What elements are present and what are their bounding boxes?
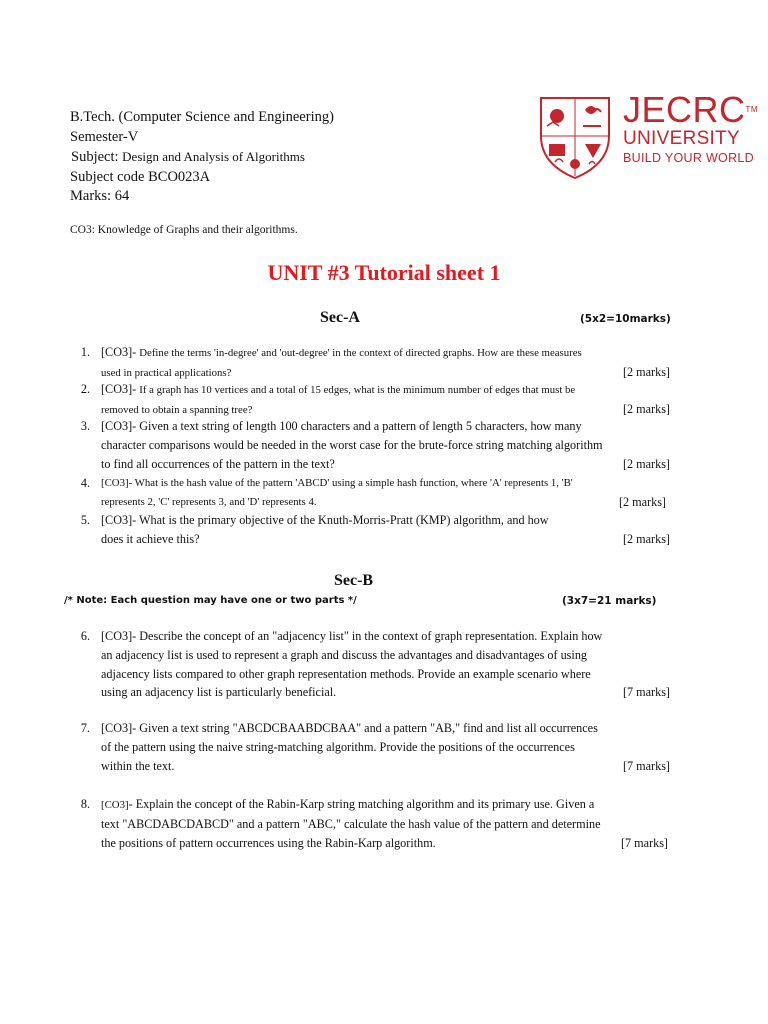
- question-3: [70, 417, 670, 473]
- sec-a-marks: (5x2=10marks): [580, 313, 671, 325]
- question-line: character comparisons would be needed in the worst case for the brute-force string matching algorithm: [101, 437, 603, 452]
- question-line: [CO3]- Define the terms 'in-degree' and 'out-degree' in the context of directed graphs. How are these measures: [101, 345, 582, 359]
- sec-a-heading: Sec-A: [320, 309, 360, 326]
- sec-b-marks: (3x7=21 marks): [562, 595, 657, 607]
- question-line: using an adjacency list is particularly beneficial. [7 marks]: [101, 683, 670, 702]
- question-marks: [2 marks]: [618, 494, 666, 509]
- question-line: [CO3]- If a graph has 10 vertices and a total of 15 edges, what is the minimum number of edges that must be: [101, 382, 576, 396]
- question-number: 7.: [80, 721, 90, 735]
- question-line: adjacency lists compared to other graph representation methods. Provide an example scenario where: [101, 666, 591, 681]
- logo-university: UNIVERSITY: [623, 128, 741, 149]
- question-5: [70, 511, 670, 549]
- question-line: within the text. [7 marks]: [101, 757, 670, 776]
- question-marks: [2 marks]: [622, 364, 670, 379]
- question-line: [CO3]- What is the hash value of the pattern 'ABCD' using a simple hash function, where 'A' represents 1, 'B': [101, 477, 573, 489]
- question-marks: [7 marks]: [622, 758, 670, 773]
- question-line: [CO3]- What is the primary objective of the Knuth-Morris-Pratt (KMP) algorithm, and how: [101, 513, 549, 527]
- course-outcome: CO3: Knowledge of Graphs and their algorithms.: [70, 223, 298, 236]
- question-1: [70, 343, 670, 383]
- question-number: 5.: [80, 513, 90, 527]
- university-logo: [535, 89, 759, 180]
- question-line: to find all occurrences of the pattern in the text? [2 marks]: [101, 455, 670, 474]
- question-line: represents 2, 'C' represents 3, and 'D' represents 4. [2 marks]: [101, 493, 666, 512]
- question-line: [CO3]- Given a text string "ABCDCBAABDCBAA" and a pattern "AB," find and list all occurrences: [101, 721, 598, 735]
- question-marks: [2 marks]: [622, 401, 670, 416]
- trademark: TM: [745, 105, 759, 114]
- question-marks: [7 marks]: [620, 835, 668, 850]
- question-8: [70, 795, 668, 852]
- subject-code: Subject code BCO023A: [70, 168, 211, 185]
- subject-label: Subject:: [71, 149, 119, 166]
- question-marks: [7 marks]: [622, 685, 670, 700]
- question-number: 1.: [80, 345, 90, 359]
- subject-value: Design and Analysis of Algorithms: [122, 149, 305, 165]
- header-info: [70, 108, 334, 241]
- question-line: [CO3]- Given a text string of length 100 characters and a pattern of length 5 characters, how many: [101, 419, 582, 433]
- logo-name: JECRC™: [623, 89, 759, 130]
- question-number: 2.: [80, 382, 90, 396]
- university-crest-icon: [535, 90, 615, 180]
- question-line: an adjacency list is used to represent a graph and discuss the advantages and disadvantages of using: [101, 647, 588, 662]
- question-line: the positions of pattern occurrences using the Rabin-Karp algorithm. [7 marks]: [101, 834, 668, 853]
- semester: Semester-V: [70, 128, 139, 145]
- sec-b-note: /* Note: Each question may have one or two parts */: [64, 595, 357, 606]
- question-number: 8.: [80, 797, 90, 811]
- logo-wordmark: [623, 89, 759, 166]
- question-line: text "ABCDABCDABCD" and a pattern "ABC," calculate the hash value of the pattern and determine: [101, 816, 601, 831]
- question-line: used in practical applications? [2 marks]: [101, 363, 670, 383]
- logo-tagline: BUILD YOUR WORLD: [623, 151, 754, 165]
- question-7: [70, 719, 670, 775]
- question-line: does it achieve this? [2 marks]: [101, 530, 670, 549]
- question-marks: [2 marks]: [622, 456, 670, 471]
- question-number: 4.: [80, 476, 90, 490]
- sec-b-heading: Sec-B: [334, 572, 374, 589]
- question-2: [70, 380, 670, 420]
- question-number: 6.: [80, 629, 90, 643]
- subject: [70, 147, 334, 168]
- question-number: 3.: [80, 419, 90, 433]
- program-name: B.Tech. (Computer Science and Engineering): [70, 109, 334, 125]
- question-line: [CO3]- Describe the concept of an "adjacency list" in the context of graph representation. Explain how: [101, 629, 603, 643]
- question-line: removed to obtain a spanning tree? [2 marks]: [101, 400, 670, 420]
- question-line: [CO3]- Explain the concept of the Rabin-Karp string matching algorithm and its primary use. Given a: [101, 797, 595, 811]
- question-6: [70, 627, 670, 702]
- question-4: [70, 474, 666, 512]
- page-title: UNIT #3 Tutorial sheet 1: [267, 260, 501, 285]
- total-marks: Marks: 64: [70, 188, 130, 205]
- question-line: of the pattern using the naive string-matching algorithm. Provide the positions of the occurrences: [101, 739, 575, 754]
- question-marks: [2 marks]: [622, 531, 670, 546]
